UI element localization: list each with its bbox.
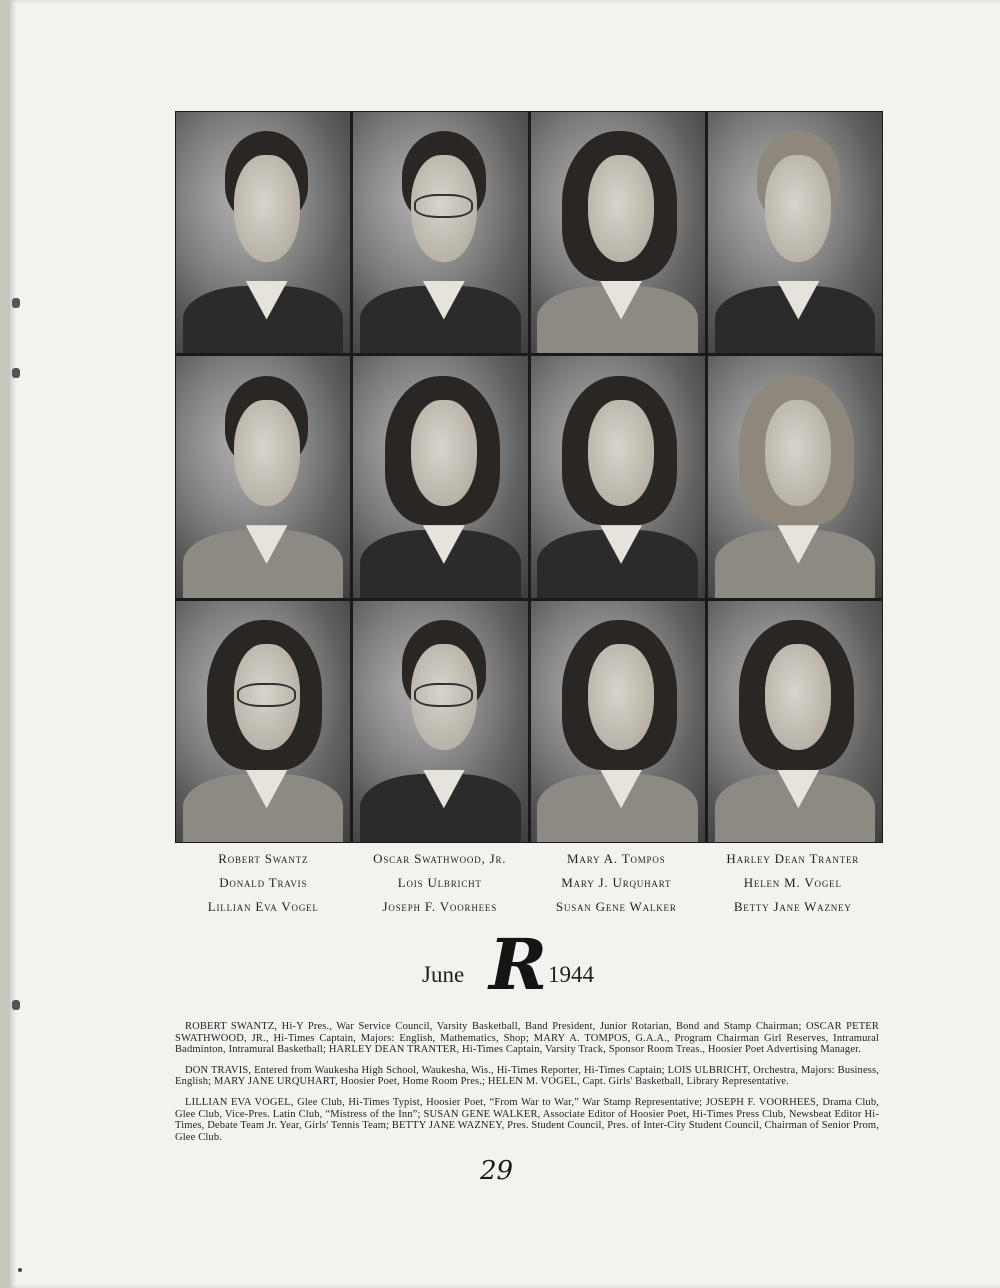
student-name: Donald Travis: [219, 875, 308, 890]
student-name: Mary J. Urquhart: [561, 875, 672, 890]
activity-biographies: [175, 1021, 879, 1152]
student-name: Betty Jane Wazney: [733, 899, 852, 914]
portrait-photo: [353, 601, 527, 842]
portrait-photo: [531, 601, 705, 842]
name-captions: [175, 849, 881, 917]
binding-hole: [12, 298, 20, 308]
portrait-photo: [176, 356, 350, 597]
bio-paragraph: LILLIAN EVA VOGEL, Glee Club, Hi-Times Typist, Hoosier Poet, “From War to War,” War Stamp Representative; JOSEPH F. VOORHEES, Drama Club, Glee Club, Vice-Pres. Latin Club, “Mistress of the Inn”; SUSAN GENE WALKER, Associate Editor of Hoosier Poet, Hi-Times Press Club, Newsbeat Editor Hi-Times, Debate Team Jr. Year, Girls' Tennis Team; BETTY JANE WAZNEY, Pres. Student Council, Pres. of Inter-City Student Council, Chairman of Senior Prom, Glee Club.: [175, 1096, 879, 1143]
student-name: Oscar Swathwood, Jr.: [373, 851, 507, 866]
portrait-photo: [176, 601, 350, 842]
student-name: Joseph F. Voorhees: [382, 899, 498, 914]
bio-paragraph: DON TRAVIS, Entered from Waukesha High School, Waukesha, Wis., Hi-Times Reporter, Hi-Times Captain; LOIS ULBRICHT, Orchestra, Majors: Business, English; MARY JANE URQUHART, Hoosier Poet, Home Room Pres.; HELEN M. VOGEL, Capt. Girls' Basketball, Library Representative.: [175, 1064, 879, 1088]
page-speck: [18, 1268, 22, 1272]
class-logo: R: [489, 923, 548, 1006]
headline-year: 1944: [548, 962, 594, 987]
yearbook-page: [10, 0, 1000, 1288]
student-name: Lois Ulbricht: [397, 875, 482, 890]
portrait-photo: [708, 356, 882, 597]
student-name: Mary A. Tompos: [567, 851, 666, 866]
student-name: Helen M. Vogel: [743, 875, 842, 890]
binding-holes: [10, 0, 22, 1288]
headline-month: June: [422, 962, 465, 987]
portrait-grid: [175, 111, 883, 843]
binding-hole: [12, 368, 20, 378]
student-name: Harley Dean Tranter: [726, 851, 860, 866]
portrait-photo: [176, 112, 350, 353]
portrait-photo: [353, 356, 527, 597]
portrait-photo: [531, 356, 705, 597]
portrait-photo: [353, 112, 527, 353]
page-number: 29: [480, 1156, 514, 1186]
class-headline: [10, 923, 1000, 1010]
bio-paragraph: ROBERT SWANTZ, Hi-Y Pres., War Service Council, Varsity Basketball, Band President, Junior Rotarian, Bond and Stamp Chairman; OSCAR PETER SWATHWOOD, JR., Hi-Times Captain, Majors: English, Mathematics, Shop; MARY A. TOMPOS, G.A.A., Program Chairman Girl Reserves, Intramural Badminton, Intramural Basketball; HARLEY DEAN TRANTER, Hi-Times Captain, Varsity Track, Sponsor Room Treas., Hoosier Poet Advertising Manager.: [175, 1021, 879, 1056]
portrait-photo: [708, 112, 882, 353]
portrait-photo: [531, 112, 705, 353]
portrait-photo: [708, 601, 882, 842]
student-name: Lillian Eva Vogel: [207, 899, 319, 914]
student-name: Susan Gene Walker: [555, 899, 677, 914]
student-name: Robert Swantz: [218, 851, 309, 866]
